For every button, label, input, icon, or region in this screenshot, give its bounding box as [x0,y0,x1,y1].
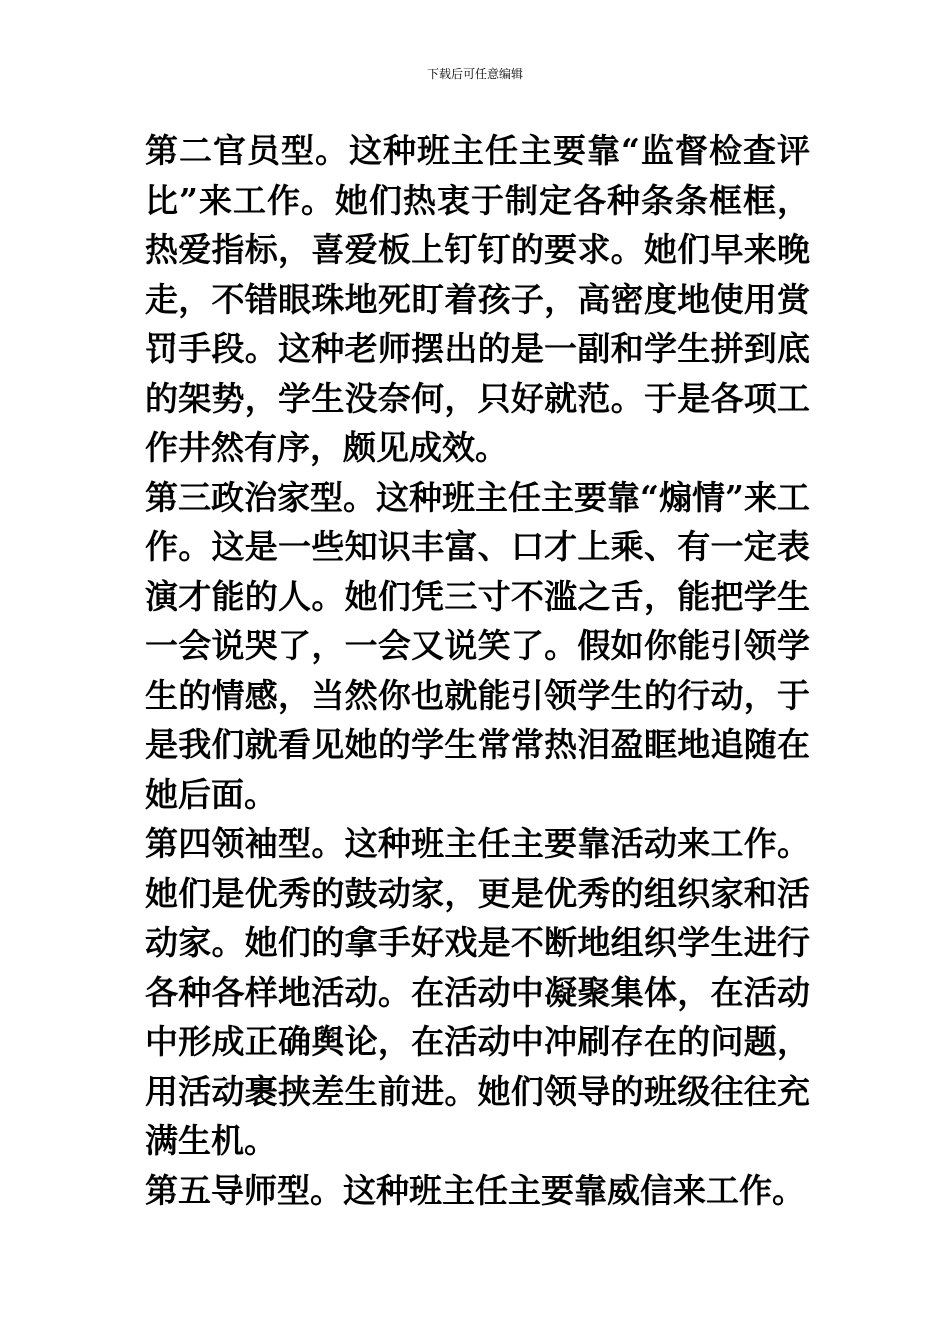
paragraph-politician-type: 第三政治家型。这种班主任主要靠“煽情”来工作。这是一些知识丰富、口才上乘、有一定表演才能的人。她们凭三寸不滥之舌，能把学生一会说哭了，一会又说笑了。假如你能引领学生的情感，当然你也就能引领学生的行动，于是我们就看见她的学生常常热泪盈眶地追随在她后面。 [145,477,810,814]
paragraph-leader-type: 第四领袖型。这种班主任主要靠活动来工作。她们是优秀的鼓动家，更是优秀的组织家和活动家。她们的拿手好戏是不断地组织学生进行各种各样地活动。在活动中凝聚集体，在活动中形成正确舆论，在活动中冲刷存在的问题，用活动裹挟差生前进。她们领导的班级往往充满生机。 [145,824,810,1160]
paragraph-official-type: 第二官员型。这种班主任主要靠“监督检查评比”来工作。她们热衷于制定各种条条框框，热爱指标，喜爱板上钉钉的要求。她们早来晚走，不错眼珠地死盯着孩子，高密度地使用赏罚手段。这种老师摆出的是一副和学生拼到底的架势，学生没奈何，只好就范。于是各项工作井然有序，颇见成效。 [145,131,810,467]
header-note: 下载后可任意编辑 [426,67,523,81]
body-text [145,126,810,1215]
paragraph-mentor-type: 第五导师型。这种班主任主要靠威信来工作。 [145,1170,805,1210]
